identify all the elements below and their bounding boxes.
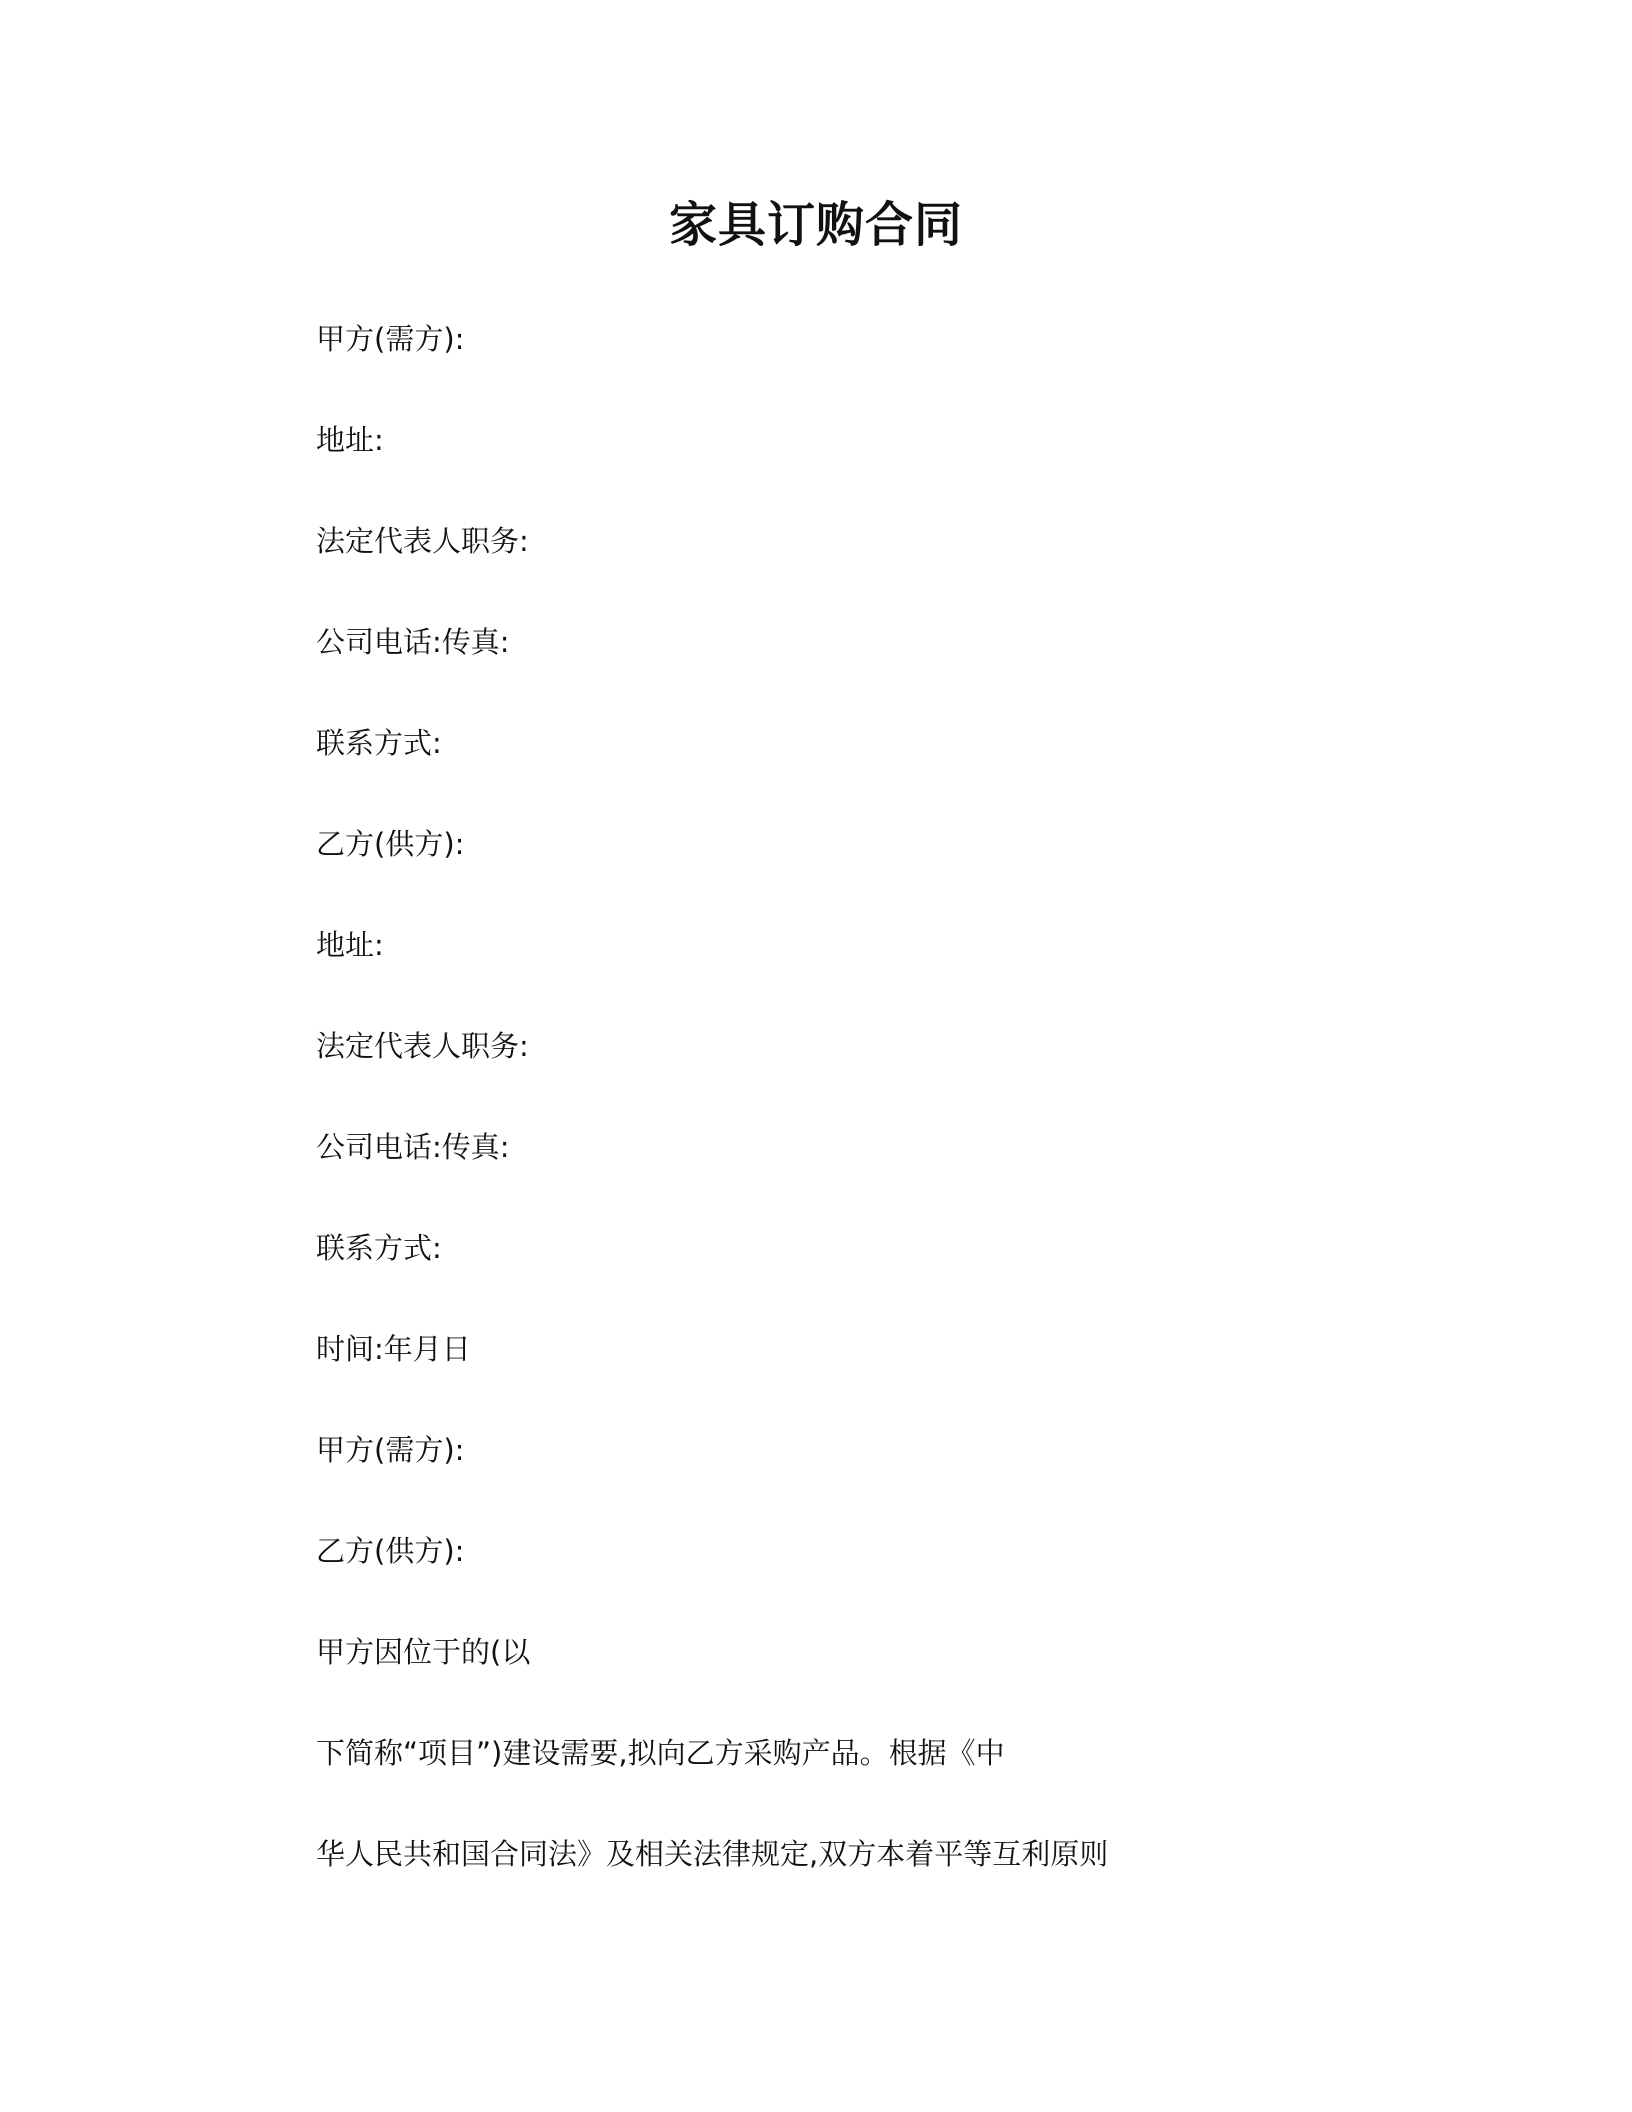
body-paragraph-line: 华人民共和国合同法》及相关法律规定,双方本着平等互利原则 (316, 1837, 1109, 1871)
party-b-label: 乙方(供方): (316, 827, 465, 861)
party-b-address: 地址: (316, 928, 384, 962)
party-a-address: 地址: (316, 423, 384, 457)
document-title: 家具订购合同 (668, 197, 963, 253)
party-a-contact: 联系方式: (316, 726, 442, 760)
party-b-repeat: 乙方(供方): (316, 1534, 465, 1568)
party-a-repeat: 甲方(需方): (316, 1433, 465, 1467)
party-a-phone-fax: 公司电话:传真: (316, 625, 510, 659)
body-paragraph-line: 下简称“项目”)建设需要,拟向乙方采购产品。根据《中 (316, 1736, 1005, 1770)
document-body (316, 318, 1576, 1934)
party-b-legal-rep: 法定代表人职务: (316, 1029, 529, 1063)
party-b-contact: 联系方式: (316, 1231, 442, 1265)
contract-date: 时间:年月日 (316, 1332, 471, 1366)
body-paragraph-line: 甲方因位于的(以 (316, 1635, 531, 1669)
party-b-phone-fax: 公司电话:传真: (316, 1130, 510, 1164)
party-a-legal-rep: 法定代表人职务: (316, 524, 529, 558)
party-a-label: 甲方(需方): (316, 322, 465, 356)
